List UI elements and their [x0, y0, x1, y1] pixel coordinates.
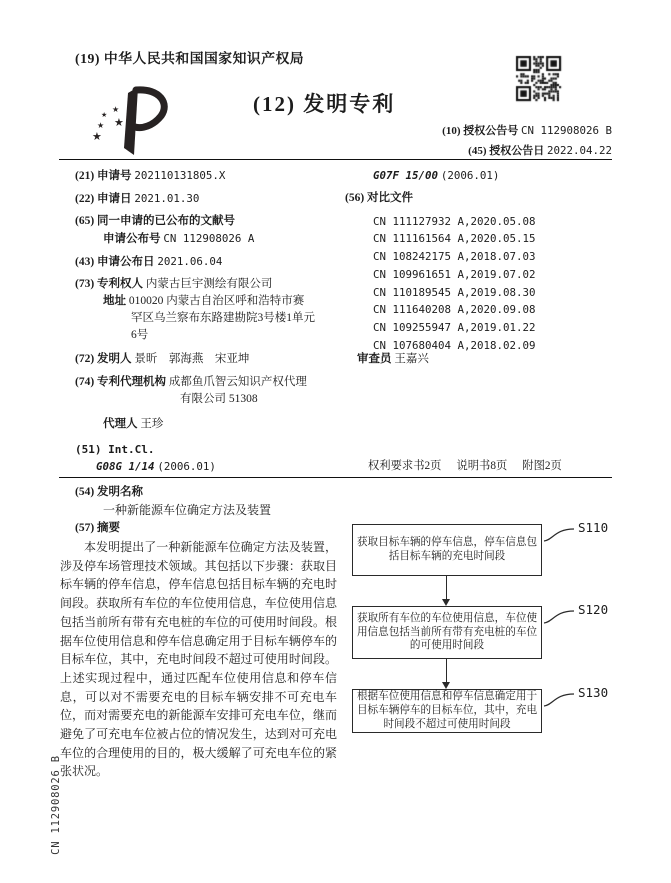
bibliographic-divider — [59, 477, 612, 478]
inventors-value: 景昕 郭海燕 宋亚坤 — [134, 353, 250, 365]
flowchart-step-3-box: 根据车位使用信息和停车信息确定用于目标车辆停车的目标车位，其中，充电时间段不超过可使用时间段 — [352, 689, 542, 733]
address-value-3: 6号 — [131, 329, 149, 341]
flow-arrow-1-line — [446, 576, 447, 600]
application-number-value: 202110131805.X — [134, 169, 226, 182]
publication-date-label: (43) 申请公布日 — [75, 256, 155, 268]
svg-text:★: ★ — [97, 121, 105, 130]
issuing-office: (19) 中华人民共和国国家知识产权局 — [75, 51, 305, 66]
publication-info — [442, 121, 612, 161]
address-label: 地址 — [103, 295, 126, 307]
flow-arrow-2-line — [446, 659, 447, 683]
grant-number-value: CN 112908026 B — [520, 124, 612, 137]
svg-text:★: ★ — [101, 111, 108, 119]
citations-heading — [345, 190, 413, 207]
side-publication-number: CN 112908026 B — [50, 755, 62, 855]
flow-arrow-2-head — [442, 682, 450, 689]
intcl-suffix-2: (2006.01) — [440, 169, 500, 182]
publication-date-value: 2021.06.04 — [157, 255, 223, 268]
flowchart-step-1-box: 获取目标车辆的停车信息，停车信息包括目标车辆的充电时间段 — [352, 524, 542, 576]
drawings-pages: 附图2页 — [522, 460, 562, 472]
examiner-value: 王嘉兴 — [394, 353, 429, 365]
filing-date-value: 2021.01.30 — [134, 192, 200, 205]
cnipa-logo — [90, 84, 176, 160]
agency-row — [75, 374, 307, 391]
address-line-2 — [131, 310, 315, 327]
svg-text:★: ★ — [92, 131, 102, 143]
citation-item: CN 108242175 A,2018.07.03 — [373, 250, 536, 263]
svg-text:★: ★ — [114, 117, 124, 129]
grant-number-label: (10) 授权公告号 — [442, 125, 519, 137]
title-heading-label: (54) 发明名称 — [75, 486, 144, 498]
flow-arrow-1-head — [442, 599, 450, 606]
citations-label: (56) 对比文件 — [345, 192, 414, 204]
title-heading — [75, 484, 143, 501]
intcl-suffix-1: (2006.01) — [157, 460, 216, 473]
patentee-label: (73) 专利权人 — [75, 278, 144, 290]
flowchart-step-3-label: S130 — [578, 685, 609, 700]
header-divider — [59, 159, 612, 160]
citation-item: CN 109255947 A,2019.01.22 — [373, 321, 536, 334]
agency-label: (74) 专利代理机构 — [75, 376, 167, 388]
cnipa-logo-graphic — [90, 84, 176, 160]
agency-row-2 — [180, 391, 258, 408]
document-type-title: (12) 发明专利 — [253, 92, 396, 116]
grant-date-row — [442, 141, 612, 161]
address-value-1: 010020 内蒙古自治区呼和浩特市赛 — [128, 295, 305, 307]
citation-item: CN 111127932 A,2020.05.08 — [373, 215, 536, 228]
intcl-heading — [75, 441, 154, 459]
prior-publication-number-value: CN 112908026 A — [163, 232, 255, 245]
intcl-code-1: G08G 1/14 — [96, 460, 155, 473]
grant-date-label: (45) 授权公告日 — [468, 145, 545, 157]
svg-text:★: ★ — [112, 105, 120, 114]
agent-row — [103, 416, 163, 433]
document-pages-info — [368, 457, 577, 473]
leader-line-s110 — [543, 526, 575, 542]
application-number-label: (21) 申请号 — [75, 170, 132, 182]
grant-number-row — [442, 121, 612, 141]
prior-publication-number-row — [103, 230, 254, 248]
flowchart-step-1-label: S110 — [578, 520, 609, 535]
description-pages: 说明书8页 — [456, 460, 508, 472]
intcl-entry-1 — [96, 458, 216, 476]
flowchart-figure — [350, 518, 612, 758]
prior-publication-heading — [75, 213, 235, 230]
invention-title: 一种新能源车位确定方法及装置 — [103, 503, 272, 517]
citation-item: CN 111640208 A,2020.09.08 — [373, 303, 536, 316]
inventors-row — [75, 351, 249, 368]
examiner-row — [357, 351, 429, 368]
abstract-heading-label: (57) 摘要 — [75, 522, 121, 534]
leader-line-s130 — [543, 691, 575, 707]
address-line-3 — [131, 327, 148, 344]
prior-publication-number-label: 申请公布号 — [103, 233, 161, 245]
agency-value-1: 成都鱼爪智云知识产权代理 — [168, 376, 307, 388]
leader-line-s120 — [543, 608, 575, 624]
citation-item: CN 110189545 A,2019.08.30 — [373, 286, 536, 299]
filing-date-label: (22) 申请日 — [75, 193, 132, 205]
abstract-heading — [75, 520, 120, 537]
address-line-1 — [103, 293, 304, 310]
filing-date-row — [75, 190, 199, 208]
examiner-label: 审查员 — [357, 353, 392, 365]
intcl-code-2: G07F 15/00 — [373, 169, 439, 182]
abstract-text: 本发明提出了一种新能源车位确定方法及装置，涉及停车场管理技术领域。其包括以下步骤：获取目标车辆的停车信息，停车信息包括目标车辆的充电时间段。获取所有车位的车位使用信息，车位使用信息包括当前所有带有充电桩的车位的可使用时间段。根据车位使用信息和停车信息确定用于目标车辆停车的目标车位，其中，充电时间段不超过可使用时间段。上述实现过程中，通过匹配车位使用信息和停车信息，可以对不需要充电的目标车辆安排不可充电车位，而对需要充电的新能源车安排可充电车位，继而避免了可充电车位被占位的情况发生，达到对可充电车位的合理使用的目的，极大缓解了可充电车位的紧张状况。 — [60, 540, 337, 779]
intcl-entry-2 — [373, 167, 499, 185]
intcl-label: (51) Int.Cl. — [75, 443, 155, 456]
flowchart-step-2-box: 获取所有车位的车位使用信息，车位使用信息包括当前所有带有充电桩的车位的可使用时间段 — [352, 606, 542, 659]
publication-date-row — [75, 253, 222, 271]
claims-pages: 权利要求书2页 — [368, 460, 442, 472]
agent-value: 王珍 — [140, 418, 164, 430]
address-value-2: 罕区乌兰察布东路建勘院3号楼1单元 — [131, 312, 315, 324]
agent-label: 代理人 — [103, 418, 138, 430]
inventors-label: (72) 发明人 — [75, 353, 132, 365]
agency-value-2: 有限公司 51308 — [180, 393, 258, 405]
citation-item: CN 107680404 A,2018.02.09 — [373, 339, 536, 352]
citation-item: CN 111161564 A,2020.05.15 — [373, 232, 536, 245]
prior-publication-label: (65) 同一申请的已公布的文献号 — [75, 215, 236, 227]
citation-item: CN 109961651 A,2019.07.02 — [373, 268, 536, 281]
qr-code — [514, 54, 563, 103]
qr-code-canvas — [514, 54, 563, 103]
grant-date-value: 2022.04.22 — [546, 144, 612, 157]
patentee-row — [75, 276, 272, 293]
application-number-row — [75, 167, 225, 185]
flowchart-step-2-label: S120 — [578, 602, 609, 617]
patentee-value: 内蒙古巨宇测绘有限公司 — [145, 278, 273, 290]
